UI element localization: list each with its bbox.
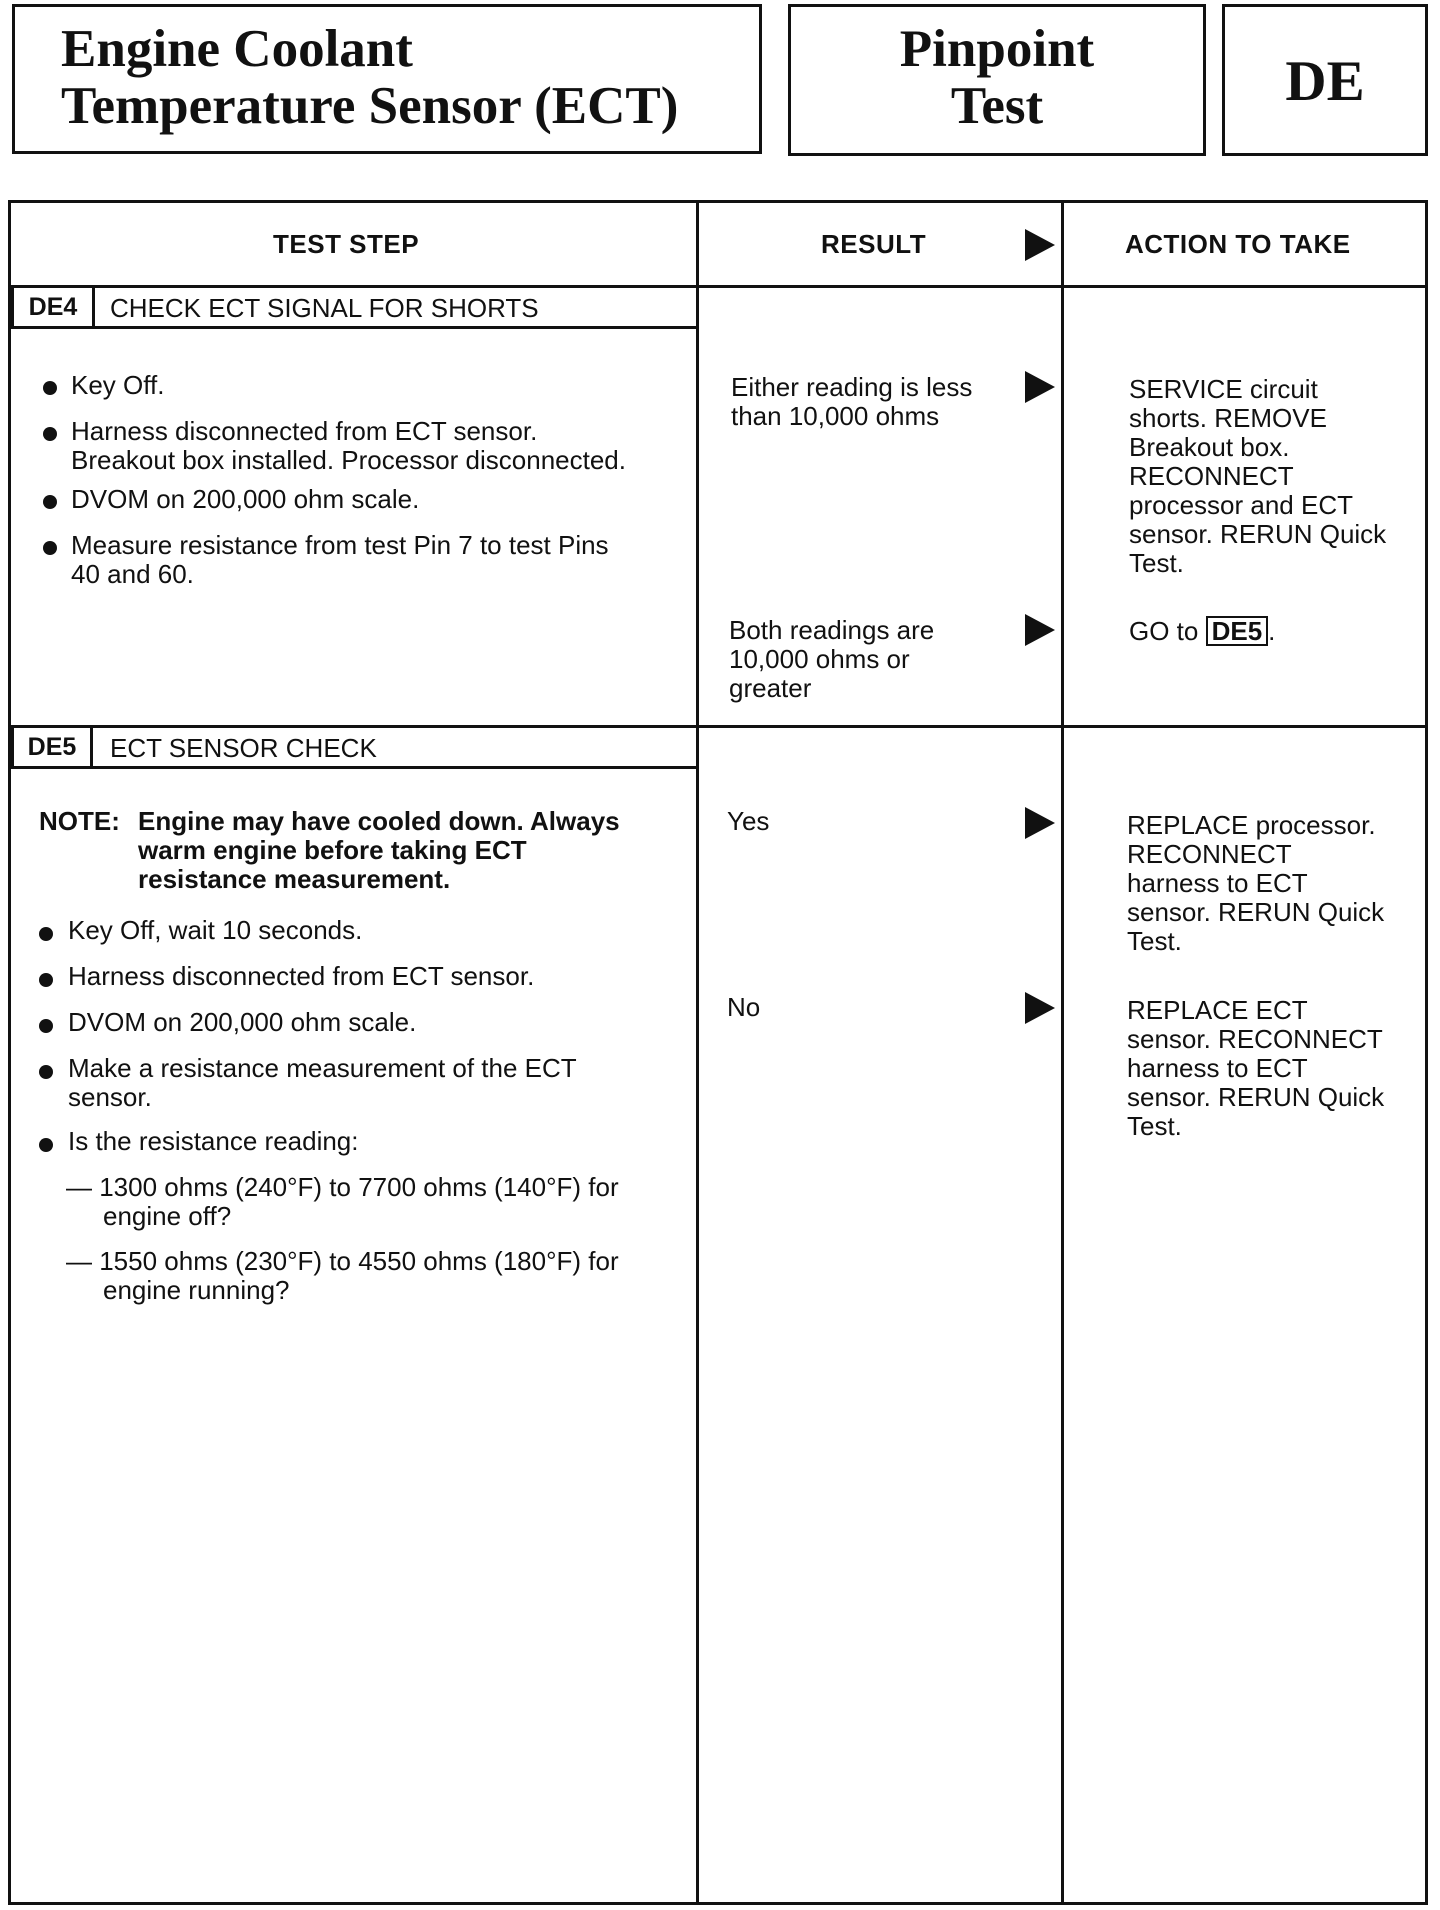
- page-title-line-2: Temperature Sensor (ECT): [61, 77, 679, 136]
- step-instruction: Breakout box installed. Processor disconnected.: [71, 445, 626, 475]
- step-instruction: Measure resistance from test Pin 7 to test Pins: [71, 530, 609, 560]
- note-line: warm engine before taking ECT: [138, 835, 527, 865]
- step-instruction: DVOM on 200,000 ohm scale.: [68, 1007, 417, 1037]
- bullet-icon: [39, 1019, 53, 1033]
- bullet-icon: [39, 973, 53, 987]
- test-code-box: [1222, 4, 1428, 156]
- action-line: shorts. REMOVE: [1129, 403, 1327, 433]
- pinpoint-label-line-2: Test: [950, 77, 1044, 136]
- note-text: [138, 807, 620, 894]
- result-line: Both readings are: [729, 615, 935, 645]
- result-line: 10,000 ohms or: [729, 644, 910, 674]
- action-line: processor and ECT: [1129, 490, 1353, 520]
- action-line: sensor. RERUN Quick: [1129, 519, 1387, 549]
- step-instruction: Harness disconnected from ECT sensor.: [68, 961, 535, 991]
- bullet-icon: [43, 541, 57, 555]
- goto-label: GO to: [1129, 616, 1199, 646]
- action-line: sensor. RECONNECT: [1127, 1024, 1383, 1054]
- title-box: [12, 4, 762, 154]
- result-line: greater: [729, 673, 812, 703]
- pinpoint-test-label: [791, 21, 1203, 135]
- header-arrow-icon: [1025, 229, 1055, 261]
- step-instruction: Is the resistance reading:: [68, 1126, 359, 1156]
- action-line: Test.: [1127, 926, 1182, 956]
- step-label-de4: [11, 285, 699, 329]
- action-line: SERVICE circuit: [1129, 374, 1318, 404]
- result-arrow-icon: [1025, 992, 1055, 1024]
- action-line: RECONNECT: [1127, 839, 1292, 869]
- header-test-step: TEST STEP: [273, 229, 420, 259]
- bullet-icon: [43, 427, 57, 441]
- action-line: Test.: [1129, 548, 1184, 578]
- action-line: sensor. RERUN Quick: [1127, 897, 1385, 927]
- result-text: [729, 616, 934, 703]
- page-title: [61, 21, 678, 135]
- result-arrow-icon: [1025, 614, 1055, 646]
- pinpoint-test-box: [788, 4, 1206, 156]
- step-instruction: DVOM on 200,000 ohm scale.: [71, 484, 420, 514]
- step-instruction: sensor.: [68, 1082, 152, 1112]
- step-title: ECT SENSOR CHECK: [110, 733, 377, 763]
- note-line: resistance measurement.: [138, 864, 451, 894]
- action-line: harness to ECT: [1127, 868, 1308, 898]
- step-code: DE5: [14, 728, 93, 766]
- pinpoint-table: [8, 200, 1428, 1905]
- action-text: [1129, 375, 1386, 578]
- bullet-icon: [43, 381, 57, 395]
- action-text: [1129, 616, 1275, 646]
- action-line: harness to ECT: [1127, 1053, 1308, 1083]
- page-title-line-1: Engine Coolant: [61, 20, 413, 78]
- step-instruction: Key Off.: [71, 370, 165, 400]
- step-instruction: Make a resistance measurement of the ECT: [68, 1053, 577, 1083]
- result-line: than 10,000 ohms: [731, 401, 940, 431]
- step-title: CHECK ECT SIGNAL FOR SHORTS: [110, 293, 539, 323]
- bullet-icon: [39, 927, 53, 941]
- criteria-item: engine running?: [103, 1275, 290, 1305]
- column-divider-action: [1061, 203, 1064, 1903]
- goto-step-link[interactable]: DE5: [1206, 616, 1269, 646]
- action-line: RECONNECT: [1129, 461, 1294, 491]
- note-label: NOTE:: [39, 806, 120, 836]
- result-yes: Yes: [727, 806, 770, 836]
- action-line: Test.: [1127, 1111, 1182, 1141]
- step-code: DE4: [14, 288, 95, 326]
- note-line: Engine may have cooled down. Always: [138, 806, 620, 836]
- result-arrow-icon: [1025, 371, 1055, 403]
- criteria-item: — 1550 ohms (230°F) to 4550 ohms (180°F) for: [66, 1246, 619, 1276]
- goto-suffix: .: [1268, 616, 1276, 646]
- step-instruction: 40 and 60.: [71, 559, 194, 589]
- header-result: RESULT: [821, 229, 927, 259]
- pinpoint-label-line-1: Pinpoint: [899, 20, 1095, 78]
- action-line: Breakout box.: [1129, 432, 1290, 462]
- result-text: [731, 373, 972, 431]
- action-text: [1127, 996, 1384, 1141]
- action-text: [1127, 811, 1384, 956]
- step-instruction: Harness disconnected from ECT sensor.: [71, 416, 538, 446]
- result-arrow-icon: [1025, 807, 1055, 839]
- action-line: REPLACE ECT: [1127, 995, 1308, 1025]
- bullet-icon: [39, 1138, 53, 1152]
- bullet-icon: [39, 1065, 53, 1079]
- action-line: REPLACE processor.: [1127, 810, 1376, 840]
- bullet-icon: [43, 495, 57, 509]
- result-line: Either reading is less: [731, 372, 973, 402]
- header-action: ACTION TO TAKE: [1125, 229, 1351, 259]
- result-no: No: [727, 992, 761, 1022]
- step-label-de5: [11, 725, 699, 769]
- column-divider-result: [696, 203, 699, 1903]
- criteria-item: engine off?: [103, 1201, 232, 1231]
- step-instruction: Key Off, wait 10 seconds.: [68, 915, 363, 945]
- criteria-item: — 1300 ohms (240°F) to 7700 ohms (140°F) for: [66, 1172, 619, 1202]
- test-code: DE: [1285, 50, 1365, 113]
- action-line: sensor. RERUN Quick: [1127, 1082, 1385, 1112]
